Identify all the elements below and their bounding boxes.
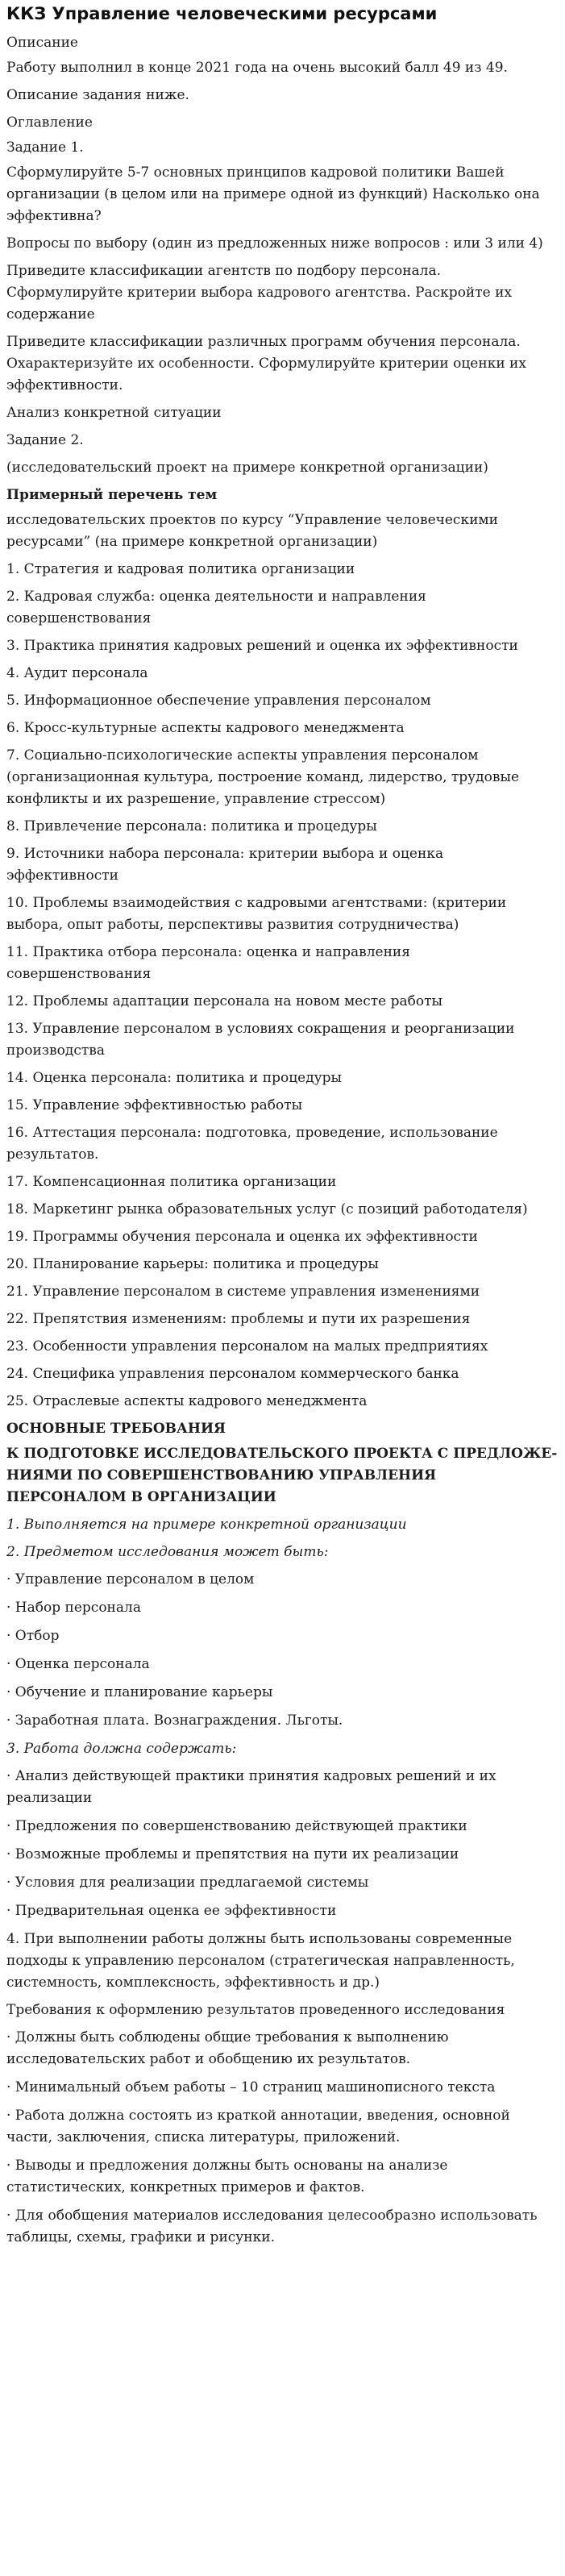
list-item: · Возможные проблемы и препятствия на пути их реализации (6, 1846, 459, 1862)
formatting-requirements-heading: Требования к оформлению результатов проведенного исследования (6, 2002, 505, 2018)
requirements-subheading: К ПОДГОТОВКЕ ИССЛЕДОВАТЕЛЬСКОГО ПРОЕКТА С ПРЕДЛОЖЕ-НИЯМИ ПО СОВЕРШЕНСТВОВАНИЮ УПРАВЛЕНИЯ ПЕРСОНАЛОМ В ОРГАНИЗАЦИИ (6, 1446, 558, 1505)
list-item: 21. Управление персоналом в системе управления изменениями (6, 1284, 480, 1300)
section-label-description: Описание (6, 35, 78, 51)
list-item: · Работа должна состоять из краткой аннотации, введения, основной части, заключения, списка литературы, приложений. (6, 2108, 510, 2145)
list-item: · Оценка персонала (6, 1656, 150, 1672)
list-item: 3. Практика принятия кадровых решений и оценка их эффективности (6, 638, 518, 654)
list-item: 8. Привлечение персонала: политика и процедуры (6, 818, 377, 834)
topics-subheading: исследовательских проектов по курсу “Управление человеческими ресурсами” (на примере конкретной организации) (6, 512, 498, 550)
list-item: 23. Особенности управления персоналом на малых предприятиях (6, 1338, 488, 1355)
list-item: 5. Информационное обеспечение управления персоналом (6, 693, 431, 709)
document (0, 3, 565, 2249)
requirement-3: 3. Работа должна содержать: (6, 1741, 237, 1757)
topics-heading: Примерный перечень тем (6, 487, 218, 503)
choice-questions-text: Вопросы по выбору (один из предложенных ниже вопросов : или 3 или 4) (6, 235, 543, 252)
list-item: 20. Планирование карьеры: политика и процедуры (6, 1256, 379, 1272)
requirement-4: 4. При выполнении работы должны быть использованы современные подходы к управлению персоналом (стратегическая направленность, системность, комплексность, эффективность и др.) (6, 1931, 515, 1991)
question-3-text: Приведите классификации агентств по подбору персонала. Сформулируйте критерии выбора кадрового агентства. Раскройте их содержание (6, 263, 513, 323)
task-2-heading: Задание 2. (6, 432, 84, 448)
description-text: Работу выполнил в конце 2021 года на очень высокий балл 49 из 49. (6, 60, 508, 76)
list-item: · Заработная плата. Вознаграждения. Льготы. (6, 1712, 343, 1729)
page-title: ККЗ Управление человеческими ресурсами (6, 4, 438, 23)
task-2-subtitle: (исследовательский проект на примере конкретной организации) (6, 460, 488, 476)
list-item: · Минимальный объем работы – 10 страниц машинописного текста (6, 2079, 496, 2095)
requirement-1: 1. Выполняется на примере конкретной организации (6, 1517, 407, 1533)
list-item: 9. Источники набора персонала: критерии выбора и оценка эффективности (6, 846, 444, 884)
case-analysis-text: Анализ конкретной ситуации (6, 405, 222, 421)
description-note: Описание задания ниже. (6, 87, 189, 103)
requirement-2-list (6, 1569, 559, 1732)
list-item: 24. Специфика управления персоналом коммерческого банка (6, 1366, 459, 1382)
question-4-text: Приведите классификации различных программ обучения персонала. Охарактеризуйте их особенности. Сформулируйте критерии оценки их эффективности. (6, 334, 526, 393)
task-1-text: Сформулируйте 5-7 основных принципов кадровой политики Вашей организации (в целом или на примере одной из функций) Насколько она эффективна? (6, 164, 540, 224)
section-label-contents: Оглавление (6, 114, 93, 131)
list-item: 7. Социально-психологические аспекты управления персоналом (организационная культура, построение команд, лидерство, трудовые конфликты и их разрешение, управление стрессом) (6, 747, 520, 807)
list-item: 4. Аудит персонала (6, 665, 148, 681)
list-item: · Анализ действующей практики принятия кадровых решений и их реализации (6, 1768, 496, 1806)
list-item: · Условия для реализации предлагаемой системы (6, 1875, 369, 1891)
requirement-2: 2. Предметом исследования может быть: (6, 1544, 329, 1560)
list-item: 2. Кадровая служба: оценка деятельности и направления совершенствования (6, 589, 426, 626)
topics-list (6, 559, 559, 1413)
list-item: 15. Управление эффективностью работы (6, 1097, 303, 1113)
list-item: · Набор персонала (6, 1600, 141, 1616)
list-item: 16. Аттестация персонала: подготовка, проведение, использование результатов. (6, 1125, 498, 1163)
requirements-heading: ОСНОВНЫЕ ТРЕБОВАНИЯ (6, 1421, 226, 1437)
list-item: 18. Маркетинг рынка образовательных услуг (с позиций работодателя) (6, 1201, 528, 1217)
list-item: 10. Проблемы взаимодействия с кадровыми агентствами: (критерии выбора, опыт работы, перспективы развития сотрудничества) (6, 895, 507, 933)
list-item: 13. Управление персоналом в условиях сокращения и реорганизации производства (6, 1021, 515, 1059)
list-item: 25. Отраслевые аспекты кадрового менеджмента (6, 1393, 368, 1409)
list-item: 22. Препятствия изменениям: проблемы и пути их разрешения (6, 1311, 471, 1327)
list-item: · Предложения по совершенствованию действующей практики (6, 1818, 467, 1834)
list-item: 6. Кросс-культурные аспекты кадрового менеджмента (6, 720, 405, 736)
list-item: · Обучение и планирование карьеры (6, 1684, 273, 1700)
list-item: · Выводы и предложения должны быть основаны на анализе статистических, конкретных примеров и фактов. (6, 2158, 448, 2195)
list-item: 19. Программы обучения персонала и оценка их эффективности (6, 1229, 478, 1245)
formatting-requirements-list (6, 2027, 559, 2249)
list-item: 1. Стратегия и кадровая политика организации (6, 561, 355, 577)
list-item: · Предварительная оценка ее эффективности (6, 1903, 337, 1919)
list-item: 12. Проблемы адаптации персонала на новом месте работы (6, 993, 443, 1009)
list-item: 11. Практика отбора персонала: оценка и направления совершенствования (6, 944, 410, 982)
list-item: · Отбор (6, 1628, 60, 1644)
list-item: · Должны быть соблюдены общие требования к выполнению исследовательских работ и обобщению их результатов. (6, 2029, 449, 2067)
list-item: · Управление персоналом в целом (6, 1571, 255, 1588)
list-item: · Для обобщения материалов исследования целесообразно использовать таблицы, схемы, графики и рисунки. (6, 2208, 538, 2245)
requirement-3-list (6, 1766, 559, 1922)
task-1-heading: Задание 1. (6, 139, 84, 156)
list-item: 17. Компенсационная политика организации (6, 1174, 337, 1190)
list-item: 14. Оценка персонала: политика и процедуры (6, 1070, 343, 1086)
